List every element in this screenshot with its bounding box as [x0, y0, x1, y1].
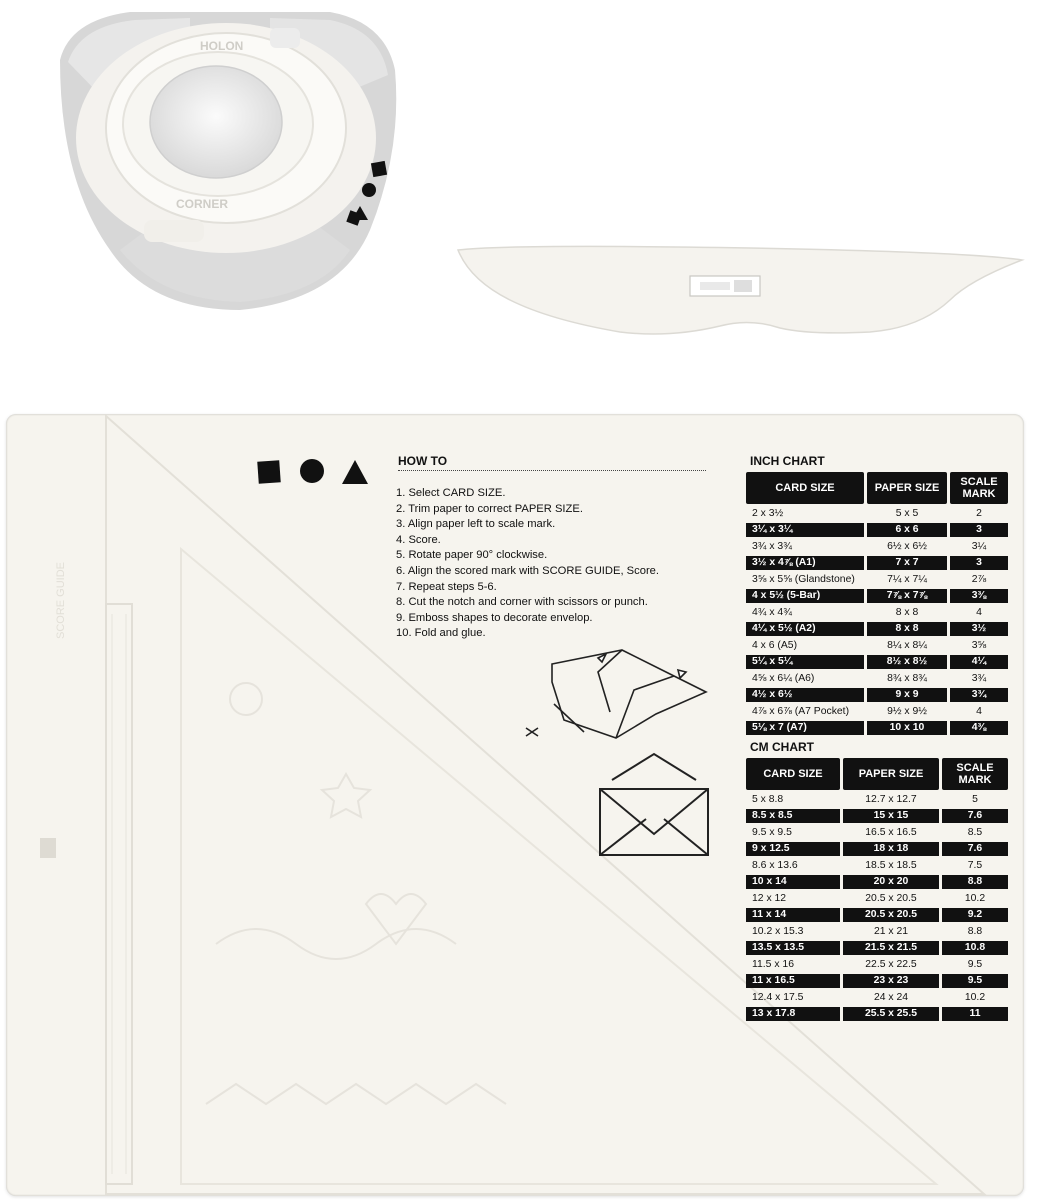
chart-row: [746, 556, 1008, 571]
scale-mark-cell: 3¾: [950, 688, 1008, 703]
card-size-cell: 13.5 x 13.5: [746, 941, 840, 956]
chart-row: [746, 704, 1008, 719]
card-size-cell: 9.5 x 9.5: [752, 826, 792, 838]
header-paper-size: PAPER SIZE: [843, 758, 939, 790]
envelope-board: [6, 414, 1024, 1196]
card-size-cell: 11 x 16.5: [746, 974, 840, 989]
paper-size-cell: 18.5 x 18.5: [865, 859, 917, 871]
scale-mark-cell: 3¼: [971, 540, 987, 552]
paper-size-cell: 21 x 21: [873, 925, 909, 937]
card-size-cell: 4½ x 6½: [746, 688, 864, 703]
card-size-cell: 10 x 14: [746, 875, 840, 890]
paper-size-cell: 12.7 x 12.7: [865, 793, 917, 805]
paper-size-cell: 8½ x 8½: [867, 655, 947, 670]
scale-mark-cell: 7.5: [967, 859, 983, 871]
chart-row: [746, 506, 1008, 521]
inch-chart-title: INCH CHART: [750, 454, 825, 468]
paper-size-cell: 6 x 6: [867, 523, 947, 538]
chart-row: [746, 908, 1008, 923]
card-size-cell: 3¾ x 3¾: [752, 540, 792, 552]
corner-punch: [40, 0, 412, 320]
corner-emboss: CORNER: [176, 197, 229, 211]
paper-size-cell: 8¼ x 8¼: [887, 639, 927, 651]
paper-size-cell: 15 x 15: [843, 809, 939, 824]
cm-chart-title: CM CHART: [750, 740, 814, 754]
howto-step: 2. Trim paper to correct PAPER SIZE.: [396, 502, 583, 515]
scale-mark-cell: 2⅞: [971, 573, 987, 585]
chart-row: [746, 721, 1008, 736]
paper-size-cell: 16.5 x 16.5: [865, 826, 917, 838]
howto-step: 4. Score.: [396, 533, 441, 546]
paper-size-cell: 22.5 x 22.5: [865, 958, 917, 970]
header-scale-mark: SCALE MARK: [950, 472, 1008, 504]
scale-mark-cell: 4⅜: [950, 721, 1008, 736]
chart-row: [746, 974, 1008, 989]
brand-emboss: HOLON: [200, 39, 244, 53]
paper-size-cell: 20.5 x 20.5: [865, 892, 917, 904]
envelope-closed-diagram: [600, 754, 708, 855]
chart-row: [746, 688, 1008, 703]
chart-row: [746, 875, 1008, 890]
paper-size-cell: 24 x 24: [873, 991, 909, 1003]
paper-size-cell: 23 x 23: [843, 974, 939, 989]
howto-step: 3. Align paper left to scale mark.: [396, 518, 556, 531]
header-card-size: CARD SIZE: [746, 472, 864, 504]
paper-size-cell: 8¾ x 8¾: [887, 672, 927, 684]
scale-mark-cell: 3¾: [971, 672, 987, 684]
card-size-cell: 12.4 x 17.5: [752, 991, 804, 1003]
chart-row: [746, 605, 1008, 620]
inch-chart-table: [743, 470, 1011, 737]
howto-steps: [396, 486, 659, 642]
card-size-cell: 3⅝ x 5⅝ (Glandstone): [752, 573, 855, 585]
scale-mark-cell: 3½: [950, 622, 1008, 637]
cm-chart-table: [743, 756, 1011, 1023]
paper-size-cell: 6½ x 6½: [887, 540, 927, 552]
scale-mark-cell: 9.5: [942, 974, 1008, 989]
card-size-cell: 5⅛ x 7 (A7): [746, 721, 864, 736]
howto-step: 5. Rotate paper 90° clockwise.: [396, 549, 548, 562]
paper-size-cell: 9 x 9: [867, 688, 947, 703]
card-size-cell: 4⅝ x 6¼ (A6): [752, 672, 815, 684]
card-size-cell: 10.2 x 15.3: [752, 925, 804, 937]
card-size-cell: 9 x 12.5: [746, 842, 840, 857]
chart-row: [746, 809, 1008, 824]
card-size-cell: 8.5 x 8.5: [746, 809, 840, 824]
howto-title: HOW TO: [398, 454, 448, 468]
chart-row: [746, 990, 1008, 1005]
chart-row: [746, 891, 1008, 906]
score-guide-label: SCORE GUIDE: [55, 561, 67, 639]
envelope-unfolded-diagram: [526, 650, 706, 738]
chart-row: [746, 638, 1008, 653]
card-size-cell: 11 x 14: [746, 908, 840, 923]
card-size-cell: 3½ x 4⅞ (A1): [746, 556, 864, 571]
chart-row: [746, 589, 1008, 604]
bone-folder: [450, 240, 1030, 355]
paper-size-cell: 7⅞ x 7⅞: [867, 589, 947, 604]
header-scale-mark: SCALE MARK: [942, 758, 1008, 790]
chart-row: [746, 792, 1008, 807]
card-size-cell: 2 x 3½: [752, 507, 784, 519]
card-size-cell: 8.6 x 13.6: [752, 859, 798, 871]
paper-size-cell: 8 x 8: [895, 606, 919, 618]
chart-row: [746, 957, 1008, 972]
card-size-cell: 4 x 6 (A5): [752, 639, 798, 651]
howto-step: 10. Fold and glue.: [396, 627, 486, 640]
scale-mark-cell: 7.6: [942, 809, 1008, 824]
card-size-cell: 4 x 5½ (5-Bar): [746, 589, 864, 604]
card-size-cell: 4¾ x 4¾: [752, 606, 792, 618]
scale-mark-cell: 3⅝: [971, 639, 987, 651]
card-size-cell: 3¼ x 3¼: [746, 523, 864, 538]
scale-mark-cell: 3: [950, 523, 1008, 538]
howto-step: 9. Emboss shapes to decorate envelop.: [396, 611, 593, 624]
scale-mark-cell: 9.5: [967, 958, 983, 970]
chart-row: [746, 842, 1008, 857]
chart-row: [746, 572, 1008, 587]
scale-mark-cell: 4¼: [950, 655, 1008, 670]
paper-size-cell: 7 x 7: [867, 556, 947, 571]
scale-mark-cell: 2: [976, 507, 982, 519]
howto-divider: [398, 470, 706, 471]
scale-mark-cell: 10.2: [964, 892, 986, 904]
scale-mark-cell: 10.8: [942, 941, 1008, 956]
scale-mark-cell: 4: [976, 705, 982, 717]
howto-step: 8. Cut the notch and corner with scissors or punch.: [396, 596, 648, 609]
card-size-cell: 11.5 x 16: [752, 958, 794, 970]
paper-size-cell: 21.5 x 21.5: [843, 941, 939, 956]
chart-row: [746, 539, 1008, 554]
paper-size-cell: 18 x 18: [843, 842, 939, 857]
paper-size-cell: 5 x 5: [895, 507, 919, 519]
square-shape-icon: [257, 460, 280, 483]
chart-row: [746, 523, 1008, 538]
scale-mark-cell: 7.6: [942, 842, 1008, 857]
howto-step: 6. Align the scored mark with SCORE GUIDE, Score.: [396, 564, 659, 577]
paper-size-cell: 20.5 x 20.5: [843, 908, 939, 923]
scale-mark-cell: 9.2: [942, 908, 1008, 923]
card-size-cell: 13 x 17.8: [746, 1007, 840, 1022]
scale-mark-cell: 8.8: [942, 875, 1008, 890]
paper-size-cell: 10 x 10: [867, 721, 947, 736]
paper-size-cell: 20 x 20: [843, 875, 939, 890]
card-size-cell: 5¼ x 5¼: [746, 655, 864, 670]
chart-row: [746, 671, 1008, 686]
card-size-cell: 4¼ x 5½ (A2): [746, 622, 864, 637]
scale-mark-cell: 8.5: [967, 826, 983, 838]
circle-shape-icon: [300, 459, 324, 483]
triangle-shape-icon: [342, 460, 368, 484]
chart-row: [746, 941, 1008, 956]
scale-mark-cell: 8.8: [967, 925, 983, 937]
scale-mark-cell: 4: [976, 606, 982, 618]
chart-row: [746, 622, 1008, 637]
card-size-cell: 12 x 12: [752, 892, 787, 904]
chart-row: [746, 655, 1008, 670]
paper-size-cell: 7¼ x 7¼: [887, 573, 927, 585]
scale-mark-cell: 3: [950, 556, 1008, 571]
chart-row: [746, 858, 1008, 873]
paper-size-cell: 8 x 8: [867, 622, 947, 637]
header-paper-size: PAPER SIZE: [867, 472, 947, 504]
chart-row: [746, 1007, 1008, 1022]
card-size-cell: 4⅞ x 6⅞ (A7 Pocket): [752, 705, 850, 717]
howto-step: 1. Select CARD SIZE.: [396, 487, 506, 499]
howto-step: 7. Repeat steps 5-6.: [396, 580, 497, 593]
chart-row: [746, 825, 1008, 840]
header-card-size: CARD SIZE: [746, 758, 840, 790]
chart-row: [746, 924, 1008, 939]
card-size-cell: 5 x 8.8: [752, 793, 784, 805]
scale-mark-cell: 10.2: [964, 991, 986, 1003]
score-guide-ticks: [112, 614, 126, 1174]
scale-mark-cell: 5: [972, 793, 978, 805]
paper-size-cell: 9½ x 9½: [887, 705, 927, 717]
paper-size-cell: 25.5 x 25.5: [843, 1007, 939, 1022]
scale-mark-cell: 3⅜: [950, 589, 1008, 604]
scale-mark-cell: 11: [942, 1007, 1008, 1022]
